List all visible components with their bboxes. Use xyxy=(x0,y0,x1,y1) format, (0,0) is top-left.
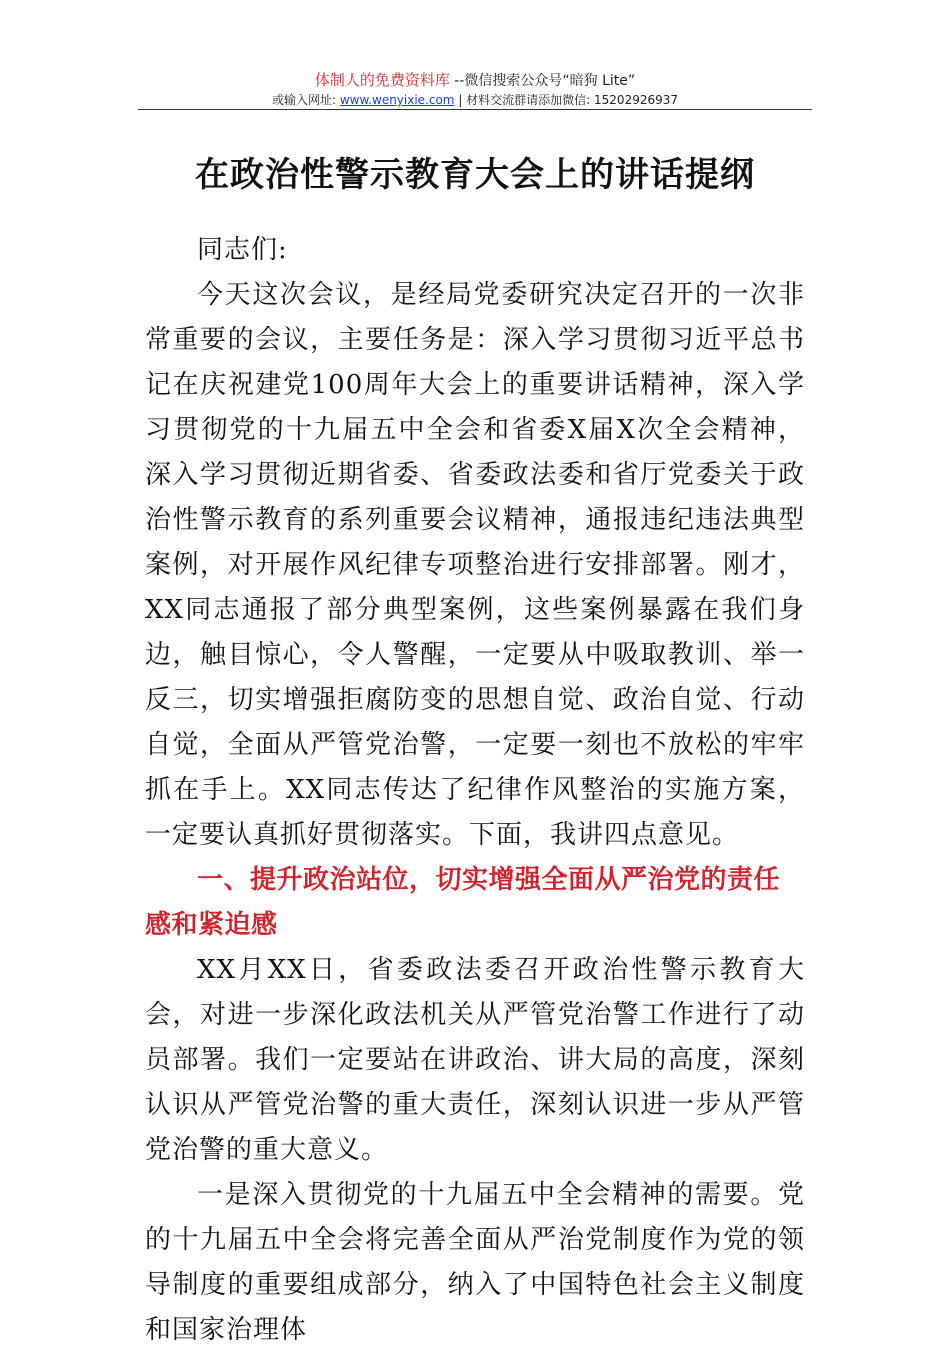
brand-tagline: --微信搜索公众号“暗狗 Lite” xyxy=(449,73,636,89)
section-heading: 一、提升政治站位，切实增强全面从严治党的责任感和紧迫感 xyxy=(145,865,781,940)
contact-info: | 材料交流群请添加微信: 15202926937 xyxy=(454,93,679,107)
site-link[interactable]: www.wenyixie.com xyxy=(339,93,455,107)
site-prefix: 或输入网址: xyxy=(271,93,340,107)
document-title: 在政治性警示教育大会上的讲话提纲 xyxy=(195,155,755,195)
body-paragraph: XX月XX日，省委政法委召开政治性警示教育大会，对进一步深化政法机关从严管党治警工作进行了动员部署。我们一定要站在讲政治、讲大局的高度，深刻认识从严管党治警的重大责任，深刻认识进一步从严管党治警的重大意义。 xyxy=(145,955,805,1165)
page-header xyxy=(138,70,812,109)
document-body xyxy=(145,228,805,1353)
brand-name: 体制人的免费资料库 xyxy=(314,71,450,89)
header-divider xyxy=(138,109,812,110)
header-site-line xyxy=(138,91,812,109)
intro-paragraph: 今天这次会议，是经局党委研究决定召开的一次非常重要的会议，主要任务是：深入学习贯彻习近平总书记在庆祝建党100周年大会上的重要讲话精神，深入学习贯彻党的十九届五中全会和省委X届X次全会精神，深入学习贯彻近期省委、省委政法委和省厅党委关于政治性警示教育的系列重要会议精神，通报违纪违法典型案例，对开展作风纪律专项整治进行安排部署。刚才，XX同志通报了部分典型案例，这些案例暴露在我们身边，触目惊心，令人警醒，一定要从中吸取教训、举一反三，切实增强拒腐防变的思想自觉、政治自觉、行动自觉，全面从严管党治警，一定要一刻也不放松的牢牢抓在手上。XX同志传达了纪律作风整治的实施方案，一定要认真抓好贯彻落实。下面，我讲四点意见。 xyxy=(145,280,805,850)
header-brand-line xyxy=(138,70,812,91)
salutation: 同志们: xyxy=(197,235,288,265)
body-paragraph: 一是深入贯彻党的十九届五中全会精神的需要。党的十九届五中全会将完善全面从严治党制度作为党的领导制度的重要组成部分，纳入了中国特色社会主义制度和国家治理体 xyxy=(145,1180,805,1345)
